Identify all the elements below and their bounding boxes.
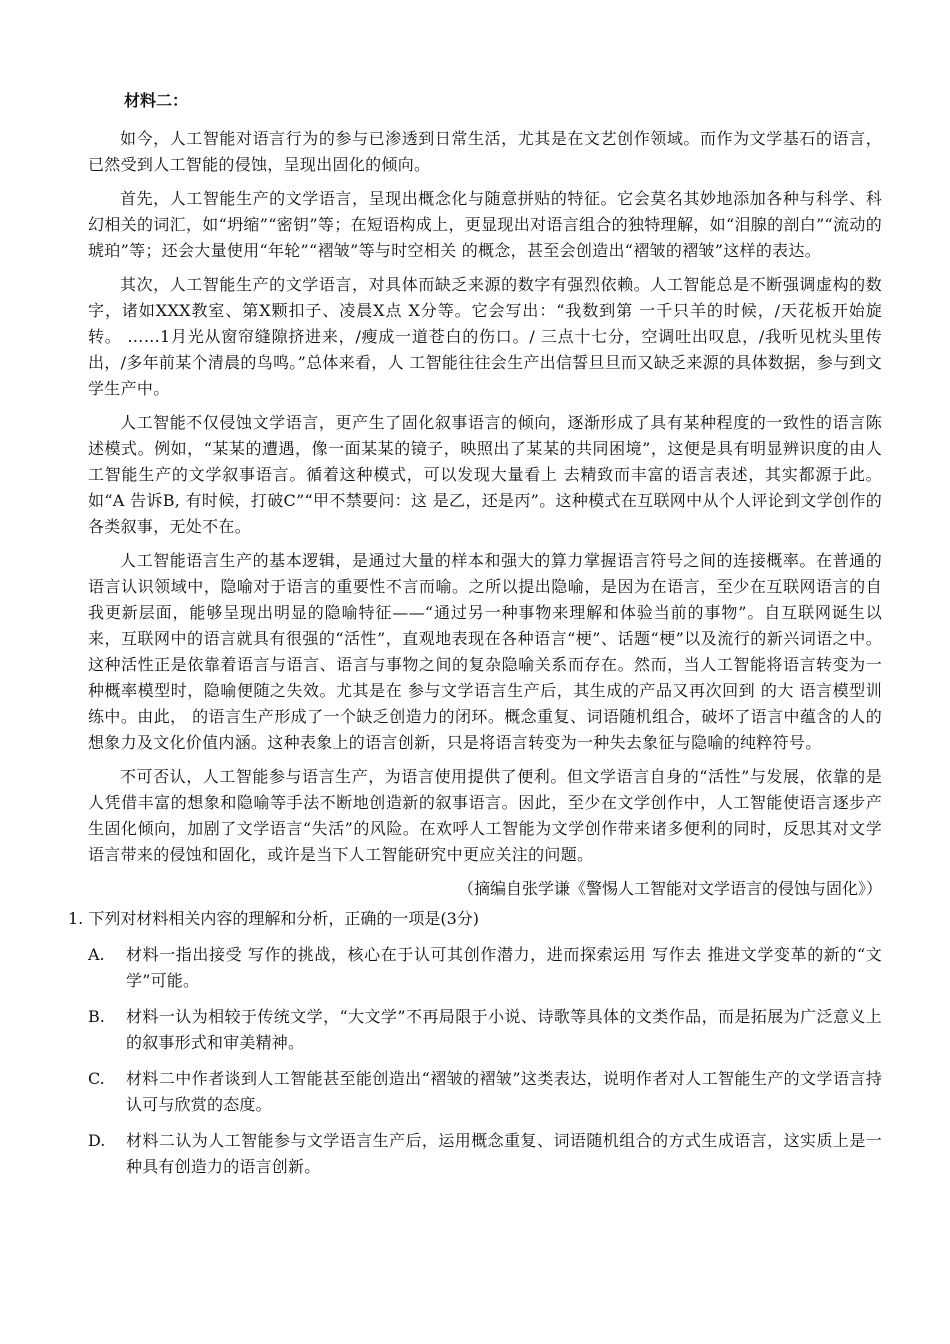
section-heading: 材料二： (124, 91, 189, 110)
question-stem: 1. 下列对材料相关内容的理解和分析，正确的一项是(3分) (68, 909, 480, 928)
option-letter: C. (88, 1069, 105, 1088)
option-d (88, 1128, 882, 1180)
option-letter: D. (88, 1131, 106, 1150)
option-b (88, 1004, 882, 1056)
option-c (88, 1066, 882, 1118)
answer-options (88, 942, 882, 1180)
paragraph: 人工智能不仅侵蚀文学语言，更产生了固化叙事语言的倾向，逐渐形成了具有某种程度的一致性的语言陈述模式。例如，“某某的遭遇，像一面某某的镜子，映照出了某某的共同困境”，这便是具有明显辨识度的由人工智能生产的文学叙事语言。循着这种模式，可以发现大量看上 去精致而丰富的语言表述，其实都源于此。如“A 告诉B, 有时候，打破C”“甲不禁要问：这 是乙，还是丙”。这种模式在互联网中从个人评论到文学创作的各类叙事，无处不在。 (88, 413, 882, 536)
article-body (88, 126, 882, 868)
option-text: 材料一认为相较于传统文学，“大文学”不再局限于小说、诗歌等具体的文类作品，而是拓展为广泛意义上的叙事形式和审美精神。 (126, 1007, 882, 1052)
source-citation: （摘编自张学谦《警惕人工智能对文学语言的侵蚀与固化》） (457, 879, 882, 898)
paragraph: 其次，人工智能生产的文学语言，对具体而缺乏来源的数字有强烈依赖。人工智能总是不断强调虚构的数字，诸如XXX教室、第X颗扣子、凌晨X点 X分等。它会写出：“我数到第 一千只羊的时候，/天花板开始旋转。 ……1月光从窗帘缝隙挤进来，/瘦成一道苍白的伤口。/ 三点十七分，空调吐出叹息，/我听见枕头里传出，/多年前某个清晨的鸟鸣。”总体来看，人 工智能往往会生产出信誓旦旦而又缺乏来源的具体数据，参与到文学生产中。 (88, 275, 882, 398)
option-text: 材料一指出接受 写作的挑战，核心在于认可其创作潜力，进而探索运用 写作去 推进文学变革的新的“文学”可能。 (126, 945, 882, 990)
paragraph: 首先，人工智能生产的文学语言，呈现出概念化与随意拼贴的特征。它会莫名其妙地添加各种与科学、科幻相关的词汇，如“坍缩”“密钥”等；在短语构成上，更显现出对语言组合的独特理解，如“泪腺的剖白”“流动的琥珀”等；还会大量使用“年轮”“褶皱”等与时空相关 的概念，甚至会创造出“褶皱的褶皱”这样的表达。 (88, 189, 882, 260)
option-text: 材料二中作者谈到人工智能甚至能创造出“褶皱的褶皱”这类表达，说明作者对人工智能生产的文学语言持认可与欣赏的态度。 (126, 1069, 882, 1114)
paragraph: 如今，人工智能对语言行为的参与已渗透到日常生活，尤其是在文艺创作领域。而作为文学基石的语言，已然受到人工智能的侵蚀，呈现出固化的倾向。 (88, 129, 882, 174)
paragraph: 不可否认，人工智能参与语言生产，为语言使用提供了便利。但文学语言自身的“活性”与发展，依靠的是人凭借丰富的想象和隐喻等手法不断地创造新的叙事语言。因此，至少在文学创作中，人工智能使语言逐步产生固化倾向，加剧了文学语言“失活”的风险。在欢呼人工智能为文学创作带来诸多便利的同时，反思其对文学语言带来的侵蚀和固化，或许是当下人工智能研究中更应关注的问题。 (88, 767, 882, 864)
paragraph: 人工智能语言生产的基本逻辑，是通过大量的样本和强大的算力掌握语言符号之间的连接概率。在普通的语言认识领域中，隐喻对于语言的重要性不言而喻。之所以提出隐喻，是因为在语言，至少在互联网语言的自我更新层面，能够呈现出明显的隐喻特征——“通过另一种事物来理解和体验当前的事物”。自互联网诞生以来，互联网中的语言就具有很强的“活性”，直观地表现在各种语言“梗”、话题“梗”以及流行的新兴词语之中。这种活性正是依靠着语言与语言、语言与事物之间的复杂隐喻关系而存在。然而，当人工智能将语言转变为一种概率模型时，隐喻便随之失效。尤其是在 参与文学语言生产后，其生成的产品又再次回到 的大 语言模型训练中。由此， 的语言生产形成了一个缺乏创造力的闭环。概念重复、词语随机组合，破坏了语言中蕴含的人的想象力及文化价值内涵。这种表象上的语言创新，只是将语言转变为一种失去象征与隐喻的纯粹符号。 (88, 551, 882, 752)
option-text: 材料二认为人工智能参与文学语言生产后，运用概念重复、词语随机组合的方式生成语言，这实质上是一种具有创造力的语言创新。 (126, 1131, 882, 1176)
option-letter: B. (88, 1007, 105, 1026)
option-a (88, 942, 882, 994)
option-letter: A. (88, 945, 105, 964)
